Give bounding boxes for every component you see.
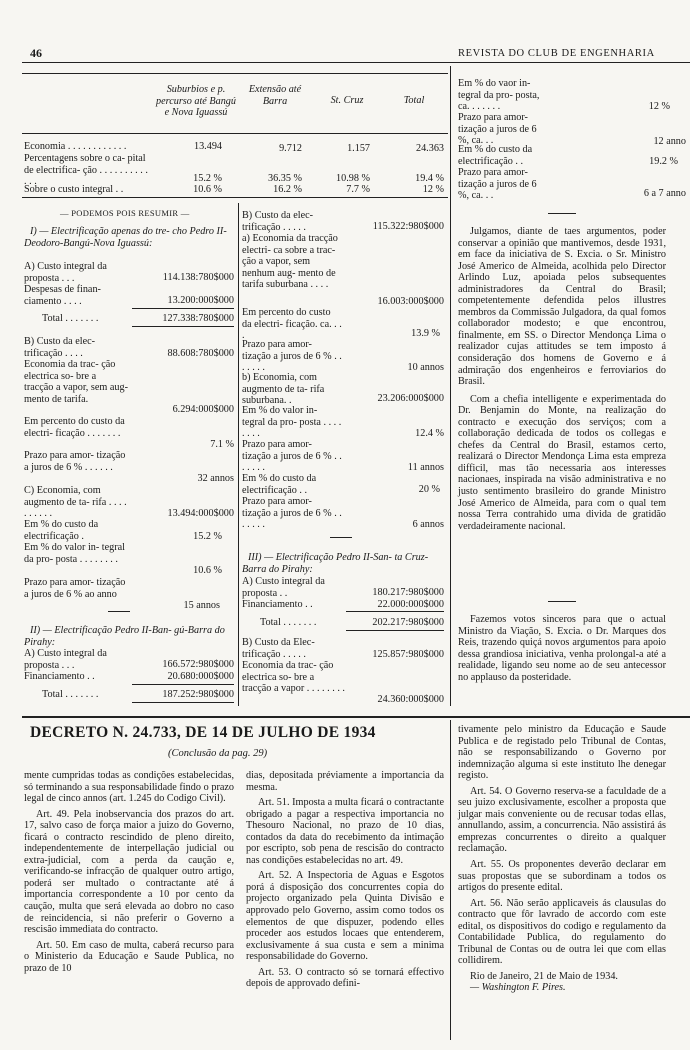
paragraph: Art. 50. Em caso de multa, caberá recurso para o Ministerio da Educação e Saude Publica, no prazo de 10: [24, 939, 234, 974]
table-cell: 36.35 %: [268, 173, 302, 184]
item-label: Financiamento . .: [242, 599, 313, 610]
item-value: 10.6 %: [193, 565, 222, 576]
table-bottom-rule: [22, 197, 448, 198]
item-value: 11 annos: [407, 462, 444, 473]
table-row-label: Sobre o custo integral . .: [24, 184, 124, 195]
table-cell: 1.157: [347, 143, 370, 154]
table-row-label: Economia . . . . . . . . . . . .: [24, 141, 127, 152]
item-label: A) Custo integral da proposta . .: [242, 576, 325, 599]
total-rule: [132, 684, 234, 685]
decree-title: DECRETO N. 24.733, DE 14 DE JULHO DE 1934: [30, 724, 376, 741]
item-label: B) Custo da Elec- trificação . . . . .: [242, 637, 315, 660]
paragraph: Julgamos, diante de taes argumentos, poder conservar a opinião que mantivemos, desde 1931, em face da iniciativa de S. Excia. o Sr. Ministro José Americo de Almeida, acolhida pelo Director Arlindo Luz, apoiada pelos subsequentes administradores da Central do Brasil; competentemente defendida pelos illustres membros da Commissão Julgadora, da qual fomos collaborador modesto; e que encontrou, finalmente, em SS. o Director Mendonça Lima o realizador cujas attitudes se tem imposto á consideração dos homens de Governo e á admiração dos engenheiros e ferroviarios do Brasil.: [458, 226, 666, 388]
page-number: 46: [30, 46, 42, 60]
paragraph: Art. 55. Os proponentes deverão declarar em suas propostas que se subordinam a todos os artigos do presente edital.: [458, 859, 666, 894]
item-label: Em % do custo da electrificação . .: [242, 473, 317, 496]
decree-column-2: [246, 770, 444, 990]
item-value: 180.217:980$000: [372, 587, 444, 598]
item-value: 13.9 %: [411, 328, 440, 339]
section-title: I) — Electrificação apenas do tre- cho Pedro II-Deodoro-Bangú-Nova Iguassú:: [24, 226, 227, 249]
section-title: III) — Electrificação Pedro II-San- ta Cruz-Barra do Pirahy:: [242, 552, 429, 575]
item-value: 127.338:780$000: [162, 313, 234, 324]
decree-subtitle: (Conclusão da pag. 29): [168, 748, 268, 759]
item-label: Despesas de finan- ciamento . . . .: [24, 284, 101, 307]
paragraph: Art. 54. O Governo reserva-se a faculdade de a seu juizo exclusivamente, escolher a proposta que julgar mais conveniente ou de recusar todas ellas, annullando, assim, a concurrencia. Não assistirá ás emprezas concurrentes o direito a qualquer reclamação.: [458, 785, 666, 855]
item-value: 32 annos: [197, 473, 234, 484]
paragraph: mente cumpridas todas as condições estabelecidas, só terminando a sua responsabilidade findo o prazo legal de cinco annos (art. 1.245 do Codigo Civil).: [24, 770, 234, 805]
journal-title: REVISTA DO CLUB DE ENGENHARIA: [458, 48, 655, 59]
item-label: Prazo para amor- tização a juros de 6 % ao anno: [24, 577, 126, 600]
total-rule: [132, 308, 234, 309]
paragraph: Art. 49. Pela inobservancia dos prazos do art. 17, salvo caso de força maior a juizo do Governo, ficará o contracto rescindido de pleno direito, independentemente de interpellação judicial ou extra-judicial, com a perda da caução e, verificando-se infracção de qualquer outro artigo, poderá ser multado o contractante até á importancia correspondente a 10 por cento da caução, multa que será elevada ao dobro no caso de reincidencia, si não preferir o Governo a rescisão immediata do contracto.: [24, 808, 234, 936]
item-label: A) Custo integral da proposta . . .: [24, 648, 107, 671]
item-label: Prazo para amor- tização a juros de 6 % . . . . . .: [24, 450, 126, 473]
item-value: 12.4 %: [415, 428, 444, 439]
item-value: 88.608:780$000: [167, 348, 234, 359]
item-label: B) Custo da elec- trificação . . . .: [24, 336, 96, 359]
table-header-stcruz: St. Cruz: [330, 95, 364, 106]
table-header-extensao: Extensão até Barra: [248, 84, 302, 107]
item-label: b) Economia, com augmento de ta- rifa suburbana. .: [242, 372, 325, 407]
item-label: Em % do custo da electrificação .: [24, 519, 99, 542]
item-value: 6 annos: [412, 519, 444, 530]
header-rule: [22, 62, 690, 63]
item-label: Total . . . . . . .: [42, 313, 99, 324]
item-label: A) Custo integral da proposta . . .: [24, 261, 107, 284]
section-title: II) — Electrificação Pedro II-Ban- gú-Barra do Pirahy:: [24, 625, 225, 648]
item-value: 20.680:000$000: [167, 671, 234, 682]
item-label: Prazo para amor- tização a juros de 6 % . . . . . . .: [242, 439, 342, 474]
item-label: Economia da trac- ção electrica so- bre a tracção a vapor . . . . . . . .: [242, 660, 345, 695]
paragraph: Art. 52. A Inspectoria de Aguas e Esgotos porá á disposição dos concurrentes copia do projecto organizado pela Quinta Divisão e approvado pelo Governo, assim como todos os elementos de que dispuzer, podendo elles proceder aos estudos locaes que entenderem, exclusivamente á sua custa e sem a minima responsabilidade do Governo.: [246, 870, 444, 963]
total-rule: [346, 630, 444, 631]
item-label: Financiamento . .: [24, 671, 95, 682]
separator: [548, 213, 576, 214]
item-value: 187.252:980$000: [162, 689, 234, 700]
table-header-suburbios: Suburbios e p. percurso até Bangú e Nova Iguassú: [156, 84, 236, 119]
total-rule: [132, 702, 234, 703]
separator: [548, 601, 576, 602]
item-label: B) Custo da elec- trificação . . . . .: [242, 210, 314, 233]
table-cell: 12 %: [422, 184, 444, 195]
item-label: Prazo para amor- tização a juros de 6 % . . . . . . .: [242, 496, 342, 531]
item-value: 7.1 %: [210, 439, 234, 450]
table-cell: 10.98 %: [336, 173, 370, 184]
closing-text: [458, 614, 666, 683]
item-value: 15 annos: [183, 600, 220, 611]
item-value: 10 annos: [407, 362, 444, 373]
item-value: 12 %: [648, 101, 670, 112]
item-label: Total . . . . . . .: [260, 617, 317, 628]
item-label: C) Economia, com augmento de ta- rifa . . . . . . . . . .: [24, 485, 127, 520]
item-label: Economia da trac- ção electrica so- bre a tracção a vapor, sem aug- mento de tarifa.: [24, 359, 128, 405]
paragraph: Com a chefia intelligente e experimentada do Dr. Benjamin do Monte, na realização do contracto e execução dos serviços; com a collaboração dedicada de todos os collegas e chefes da Central do Brasil, estamos certo, realizará o Director Mendonça Lima esta empreza difficil, mas tão necessaria aos interesses nacionaes, inspirada na visão administrativa e no justo sentimento brasileiro do grande Ministro José Americo de Almeida, para com o qual tem nossa Terra contrahido uma divida de gratidão verdadeiramente nacional.: [458, 393, 666, 532]
total-rule: [132, 326, 234, 327]
paragraph: Art. 56. Não serão applicaveis ás clausulas do contracto que fôr lavrado de accordo com este edital, os dispositivos do codigo e regulamento da Contabilidade Publica, do regulamento do Tribunal de Contas ou de outra lei que com ellas collidirem.: [458, 897, 666, 967]
item-value: 19.2 %: [649, 156, 678, 167]
decree-column-1: [24, 770, 234, 974]
separator: [108, 611, 130, 612]
item-value: 12 anno: [653, 136, 686, 147]
item-label: a) Economia da tracção electri- ca sobre a trac- ção a vapor, sem nenhum aug- mento de tarifa suburbana . . . .: [242, 233, 338, 291]
item-label: Prazo para amor- tização a juros de 6 %, ca. . .: [458, 112, 537, 147]
item-value: 13.494:000$000: [167, 508, 234, 519]
table-cell: 16.2 %: [273, 184, 302, 195]
item-value: 24.360:000$000: [377, 694, 444, 705]
conclusion-text: [458, 226, 666, 532]
signature-line: — Washington F. Pires.: [470, 982, 566, 994]
table-cell: 24.363: [415, 143, 444, 154]
table-cell: 15.2 %: [193, 173, 222, 184]
table-header-total: Total: [403, 95, 425, 106]
paragraph: Art. 53. O contracto só se tornará effectivo depois de approvado defini-: [246, 966, 444, 990]
item-value: 23.206:000$000: [377, 393, 444, 404]
column-rule: [450, 66, 451, 706]
item-label: Prazo para amor- tização a juros de 6 %, ca. . .: [458, 167, 537, 202]
separator: [330, 537, 352, 538]
item-value: 125.857:980$000: [372, 649, 444, 660]
table-cell: 7.7 %: [346, 184, 370, 195]
table-cell: 10.6 %: [193, 184, 222, 195]
item-value: 6 a 7 anno: [643, 188, 686, 199]
item-value: 114.138:780$000: [162, 272, 234, 283]
paragraph: dias, depositada préviamente a importancia da mesma.: [246, 770, 444, 793]
item-value: 22.000:000$000: [377, 599, 444, 610]
paragraph: tivamente pelo ministro da Educação e Saude Publica e de registado pelo Tribunal de Contas, não se responsabilizando o Governo por indemnização alguma si este instituto lhe denegar registo.: [458, 724, 666, 782]
table-row-label: Percentagens sobre o ca- pital de electrifica- ção . . . . . . . . . . . . .: [24, 153, 148, 188]
item-label: Em % do vaor in- tegral da pro- posta, ca. . . . . . .: [458, 78, 540, 113]
item-value: 6.294:000$000: [172, 404, 234, 415]
item-label: Em percento do custo da electri- ficação . . . . . . .: [24, 416, 125, 439]
column-rule: [238, 203, 239, 706]
item-value: 20 %: [418, 484, 440, 495]
paragraph: Art. 51. Imposta a multa ficará o contractante obrigado a pagar a respectiva importancia no Thesouro Nacional, no prazo de 10 dias, contados da data do recebimento da intimação por escripto, sob pena de rescisão do contracto nas condições estabelecidas no art. 49.: [246, 797, 444, 866]
table-header-rule: [22, 133, 448, 134]
table-cell: 9.712: [279, 143, 302, 154]
decree-column-3: [458, 724, 666, 994]
column-rule: [450, 720, 451, 1040]
item-value: 13.200:000$000: [167, 295, 234, 306]
table-cell: 19.4 %: [415, 173, 444, 184]
item-label: Em percento do custo da electri- ficação. ca. . . .: [242, 307, 342, 342]
paragraph: Fazemos votos sinceros para que o actual Ministro da Viação, S. Excia. o Dr. Marques dos Reis, trazendo quiçá novos argumentos para apoio dessa grandiosa iniciativa, venha prolongal-a até a realidade, ligando seu nome ao de seu antecessor no applauso da posteridade.: [458, 614, 666, 683]
item-label: Prazo para amor- tização a juros de 6 % . . . . . . .: [242, 339, 342, 374]
total-rule: [346, 611, 444, 612]
item-value: 15.2 %: [193, 531, 222, 542]
table-top-rule: [22, 73, 448, 74]
item-label: Em % do valor in- tegral da pro- posta . . . . . . . .: [242, 405, 342, 440]
item-value: 202.217:980$000: [372, 617, 444, 628]
decree-top-rule: [22, 716, 690, 718]
item-label: Em % do custo da electrificação . .: [458, 144, 533, 167]
item-value: 16.003:000$000: [377, 296, 444, 307]
date-line: Rio de Janeiro, 21 de Maio de 1934.: [470, 970, 618, 982]
item-value: 115.322:980$000: [372, 221, 444, 232]
item-label: Total . . . . . . .: [42, 689, 99, 700]
item-label: Em % do valor in- tegral da pro- posta . . . . . . . .: [24, 542, 125, 565]
table-cell: 13.494: [193, 141, 222, 152]
section-heading: — PODEMOS POIS RESUMIR —: [60, 208, 190, 218]
item-value: 166.572:980$000: [162, 659, 234, 670]
